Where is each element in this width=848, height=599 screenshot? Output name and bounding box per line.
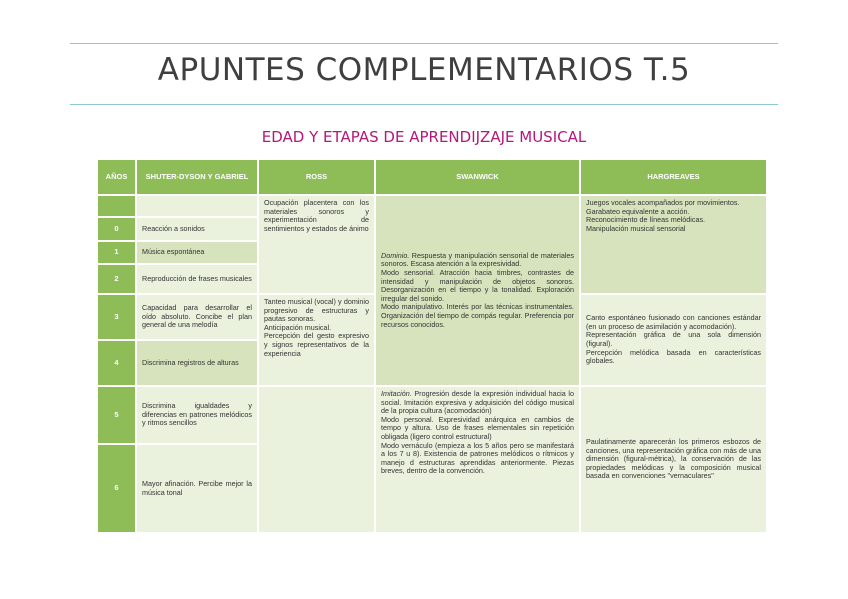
shuter-cell-0: Reacción a sonidos	[137, 218, 257, 240]
shuter-cell-5: Discrimina igualdades y diferencias en patrones melódicos y ritmos sencillos	[137, 387, 257, 443]
swanwick-imitacion-text: Progresión desde la expresión individual hacia lo social. Imitación expresiva y adquisición del código musical de la propia cultura (acomodación) Modo personal. Expresividad anárquica en cambios de tempo y altura. Uso de frases elementales sin repetición obligada (ligero control estructural) Modo vernáculo (empieza a los 5 años pero se manifestará a los 7 u 8). Existencia de patrones melódicos o rítmicos y manejo d estructuras aprendidas anteriormente. Piezas breves, dentro de la convención.	[381, 389, 574, 476]
swanwick-dominio-label: Dominio.	[381, 250, 410, 260]
shuter-cell-1: Música espontánea	[137, 242, 257, 263]
shuter-cell-6: Mayor afinación. Percibe mejor la música tonal	[137, 445, 257, 532]
swanwick-imitacion-label: Imitación.	[381, 389, 412, 398]
shuter-cell-4: Discrimina registros de alturas	[137, 341, 257, 385]
header-anos: AÑOS	[98, 160, 135, 194]
stages-table	[98, 160, 761, 526]
ross-cell-0: Ocupación placentera con los materiales sonoros y experimentación de sentimientos y estados de ánimo	[259, 196, 374, 293]
page-title: APUNTES COMPLEMENTARIOS T.5	[157, 52, 691, 88]
header-shuter-dyson: SHUTER-DYSON Y GABRIEL	[137, 160, 257, 194]
shuter-cell-3: Capacidad para desarrollar el oído absoluto. Concibe el plan general de una melodía	[137, 295, 257, 339]
age-3: 3	[98, 295, 135, 339]
ross-cell-empty	[259, 387, 374, 532]
header-swanwick: SWANWICK	[376, 160, 579, 194]
age-5: 5	[98, 387, 135, 443]
age-4: 4	[98, 341, 135, 385]
age-0: 0	[98, 218, 135, 240]
shuter-spacer	[137, 196, 257, 216]
swanwick-cell-imitacion	[376, 387, 579, 532]
age-1: 1	[98, 242, 135, 263]
age-2: 2	[98, 265, 135, 293]
hargreaves-cell-0: Juegos vocales acompañados por movimientos. Garabateo equivalente a acción. Reconocimiento de líneas melódicas. Manipulación musical sensorial	[581, 196, 766, 293]
hargreaves-cell-1: Canto espontáneo fusionado con canciones estándar (en un proceso de asimilación y acomodación). Representación gráfica de una sola dimensión (figural). Percepción melódica basada en características globales.	[581, 295, 766, 385]
bottom-rule	[70, 104, 778, 105]
top-rule	[70, 43, 778, 44]
age-6: 6	[98, 445, 135, 532]
ross-cell-1: Tanteo musical (vocal) y dominio progresivo de estructuras y pautas sonoras. Anticipación musical. Percepción del gesto expresivo y signos representativos de la experiencia	[259, 295, 374, 385]
table-title: EDAD Y ETAPAS DE APRENDIJZAJE MUSICAL	[261, 128, 587, 146]
shuter-cell-2: Reproducción de frases musicales	[137, 265, 257, 293]
age-spacer	[98, 196, 135, 216]
header-hargreaves: HARGREAVES	[581, 160, 766, 194]
swanwick-cell-dominio	[376, 196, 579, 385]
header-ross: ROSS	[259, 160, 374, 194]
hargreaves-cell-2: Paulatinamente aparecerán los primeros esbozos de canciones, una representación gráfica con más de una dimensión (figural-métrica), la conservación de las propiedades melódicas y la composición musical basada en convenciones "vernaculares"	[581, 387, 766, 532]
swanwick-dominio-text: Respuesta y manipulación sensorial de materiales sonoros. Escasa atención a la expresividad. Modo sensorial. Atracción hacia timbres, contrastes de intensidad y manipulación de objetos sonoros. Desorganización en el tiempo y la tonalidad. Exploración irregular del sonido. Modo manipulativo. Interés por las técnicas instrumentales. Organización del tiempo de compás regular. Preferencia por recursos conocidos.	[381, 250, 574, 329]
